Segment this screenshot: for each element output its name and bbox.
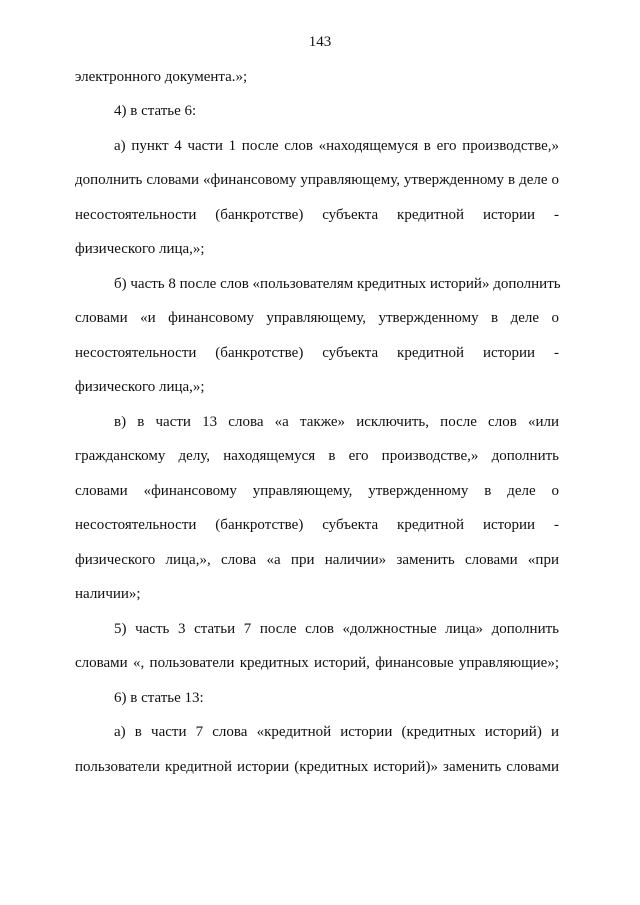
- text-line: физического лица,»;: [75, 241, 205, 257]
- text-line: несостоятельности (банкротстве) субъекта кредитной истории -: [75, 207, 559, 223]
- page-number: 143: [308, 34, 332, 50]
- text-line: наличии»;: [75, 586, 141, 602]
- text-line: несостоятельности (банкротстве) субъекта кредитной истории -: [75, 345, 559, 361]
- text-line: в) в части 13 слова «а также» исключить, после слов «или: [114, 414, 559, 430]
- text-line: пользователи кредитной истории (кредитных историй)» заменить словами: [75, 759, 559, 775]
- text-line: словами «, пользователи кредитных историй, финансовые управляющие»;: [75, 655, 559, 671]
- text-line: а) пункт 4 части 1 после слов «находящемуся в его производстве,»: [114, 138, 559, 154]
- text-line: дополнить словами «финансовому управляющему, утвержденному в деле о: [75, 172, 559, 188]
- text-line: а) в части 7 слова «кредитной истории (кредитных историй) и: [114, 724, 559, 740]
- text-line: 6) в статье 13:: [114, 690, 204, 706]
- text-line: гражданскому делу, находящемуся в его производстве,» дополнить: [75, 448, 559, 464]
- text-line: физического лица,»;: [75, 379, 205, 395]
- text-line: б) часть 8 после слов «пользователям кредитных историй» дополнить: [114, 276, 561, 292]
- text-line: словами «финансовому управляющему, утвержденному в деле о: [75, 483, 559, 499]
- text-line: несостоятельности (банкротстве) субъекта кредитной истории -: [75, 517, 559, 533]
- text-line: словами «и финансовому управляющему, утвержденному в деле о: [75, 310, 559, 326]
- text-line: 5) часть 3 статьи 7 после слов «должностные лица» дополнить: [114, 621, 559, 637]
- text-line: электронного документа.»;: [75, 69, 248, 85]
- text-line: физического лица,», слова «а при наличии» заменить словами «при: [75, 552, 559, 568]
- text-line: 4) в статье 6:: [114, 103, 197, 119]
